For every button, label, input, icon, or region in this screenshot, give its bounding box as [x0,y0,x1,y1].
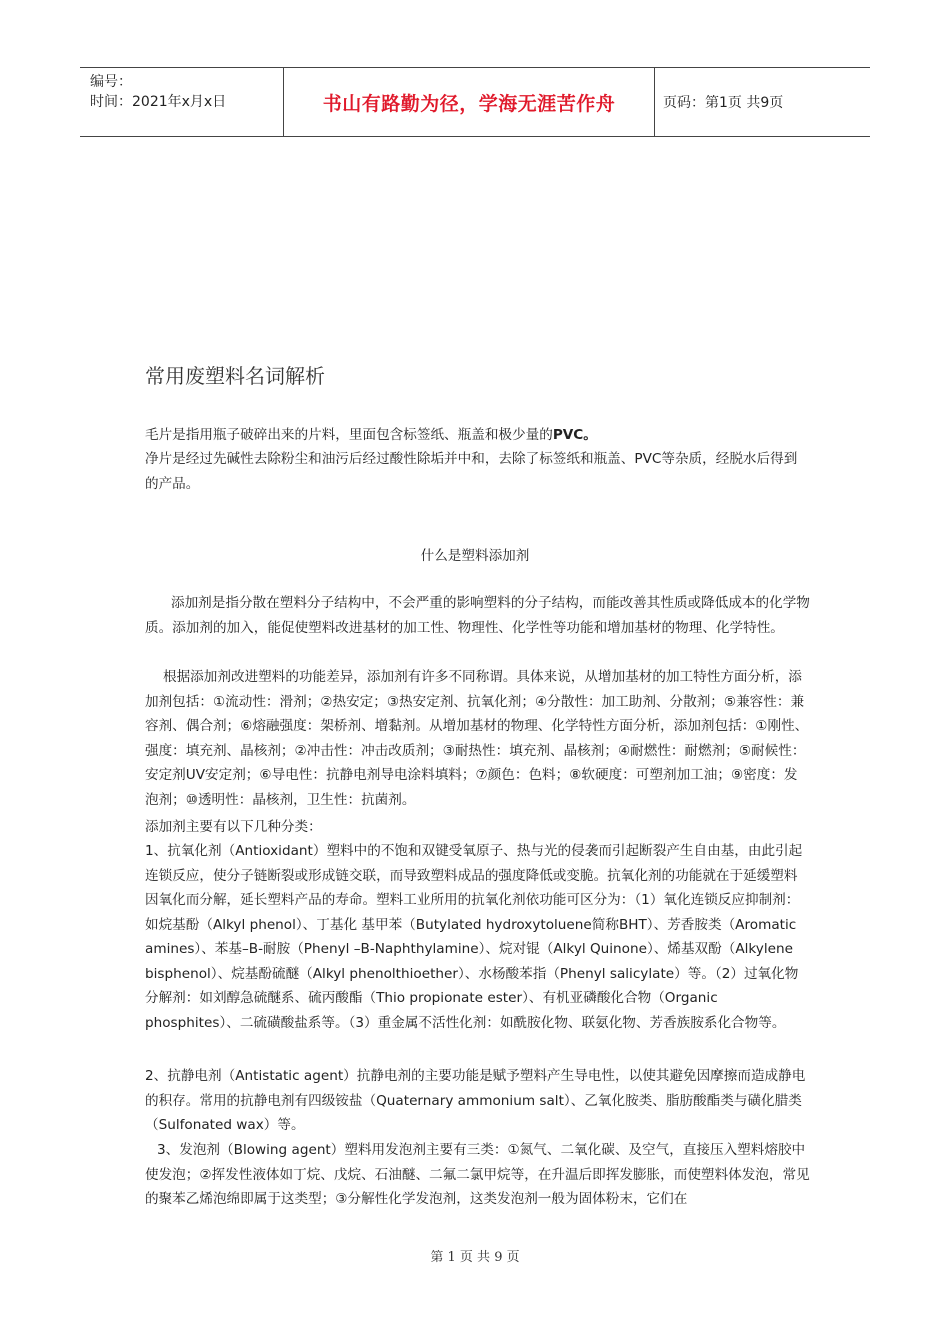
document-header [80,67,870,137]
body-paragraph-2: 根据添加剂改进塑料的功能差异，添加剂有许多不同称谓。具体来说，从增加基材的加工特性方面分析，添加剂包括：①流动性：滑剂；②热安定；③热安定剂、抗氧化剂；④分散性：加工助剂、分散剂；⑤兼容性：兼容剂、偶合剂；⑥熔融强度：架桥剂、增黏剂。从增加基材的物理、化学特性方面分析，添加剂包括：①刚性、强度：填充剂、晶核剂；②冲击性：冲击改质剂；③耐热性：填充剂、晶核剂；④耐燃性：耐燃剂；⑤耐候性：安定剂UV安定剂；⑥导电性：抗静电剂导电涂料填料；⑦颜色：色料；⑧软硬度：可塑剂加工油；⑨密度：发泡剂；⑩透明性：晶核剂，卫生性：抗菌剂。 [145,669,809,808]
section-title: 什么是塑料添加剂 [420,548,530,564]
header-page-cell [655,68,870,136]
header-motto-cell [283,68,655,136]
intro-p1-text: 毛片是指用瓶子破碎出来的片料，里面包含标签纸、瓶盖和极少量的 [145,427,553,443]
body-paragraph-4: 1、抗氧化剂（Antioxidant）塑料中的不饱和双键受氧原子、热与光的侵袭而引起断裂产生自由基，由此引起连锁反应，使分子链断裂或形成链交联，而导致塑料成品的强度降低或变脆。抗氧化剂的功能就在于延缓塑料因氧化而分解，延长塑料产品的寿命。塑料工业所用的抗氧化剂依功能可区分为：（1）氧化连锁反应抑制剂：如烷基酚（Alkyl phenol）、丁基化 基甲苯（Butylated hydroxytoluene简称BHT）、芳香胺类（Aromatic amines）、苯基–B-耐胺（Phenyl –B-Naphthylamine）、烷对锟（Alkyl Quinone）、烯基双酚（Alkylene bisphenol）、烷基酚硫醚（Alkyl phenolthioether）、水杨酸苯指（Phenyl salicylate）等。（2）过氧化物分解剂：如刘醇急硫醚系、硫丙酸酯（Thio propionate ester）、有机亚磷酸化合物（Organic phosphites）、二硫磺酸盐系等。（3）重金属不活性化剂：如酰胺化物、联氨化物、芳香族胺系化合物等。 [145,843,803,1031]
page-footer: 第 1 页 共 9 页 [430,1250,520,1265]
body-paragraph-1: 添加剂是指分散在塑料分子结构中，不会严重的影响塑料的分子结构，而能改善其性质或降低成本的化学物质。添加剂的加入，能促使塑料改进基材的加工性、物理性、化学性等功能和增加基材的物理、化学特性。 [145,595,810,636]
header-left-cell [80,68,283,136]
body-paragraph-3: 添加剂主要有以下几种分类： [145,819,322,835]
intro-paragraph-1 [145,423,810,448]
body-paragraph-5: 2、抗静电剂（Antistatic agent）抗静电剂的主要功能是赋予塑料产生导电性，以使其避免因摩擦而造成静电的积存。常用的抗静电剂有四级铵盐（Quaternary ammonium salt）、乙氧化胺类、脂肪酸酯类与磺化腊类（Sulfonated wax）等。 [145,1068,806,1133]
number-label: 编号： [90,74,132,90]
page-info: 页码：第1页 共9页 [663,95,784,111]
intro-p1-bold: PVC。 [552,427,597,443]
motto-text: 书山有路勤为径，学海无涯苦作舟 [322,92,616,115]
intro-paragraph-2: 净片是经过先碱性去除粉尘和油污后经过酸性除垢并中和，去除了标签纸和瓶盖、PVC等杂质，经脱水后得到的产品。 [145,451,798,492]
document-title: 常用废塑料名词解析 [145,364,325,388]
body-paragraph-6: 3、发泡剂（Blowing agent）塑料用发泡剂主要有三类：①氮气、二氧化碳、及空气，直接压入塑料熔胶中使发泡；②挥发性液体如丁烷、戊烷、石油醚、二氟二氯甲烷等，在升温后即挥发膨胀，而使塑料体发泡，常见的聚苯乙烯泡绵即属于这类型；③分解性化学发泡剂，这类发泡剂一般为固体粉末，它们在 [145,1142,810,1207]
time-label: 时间：2021年x月x日 [90,94,227,110]
